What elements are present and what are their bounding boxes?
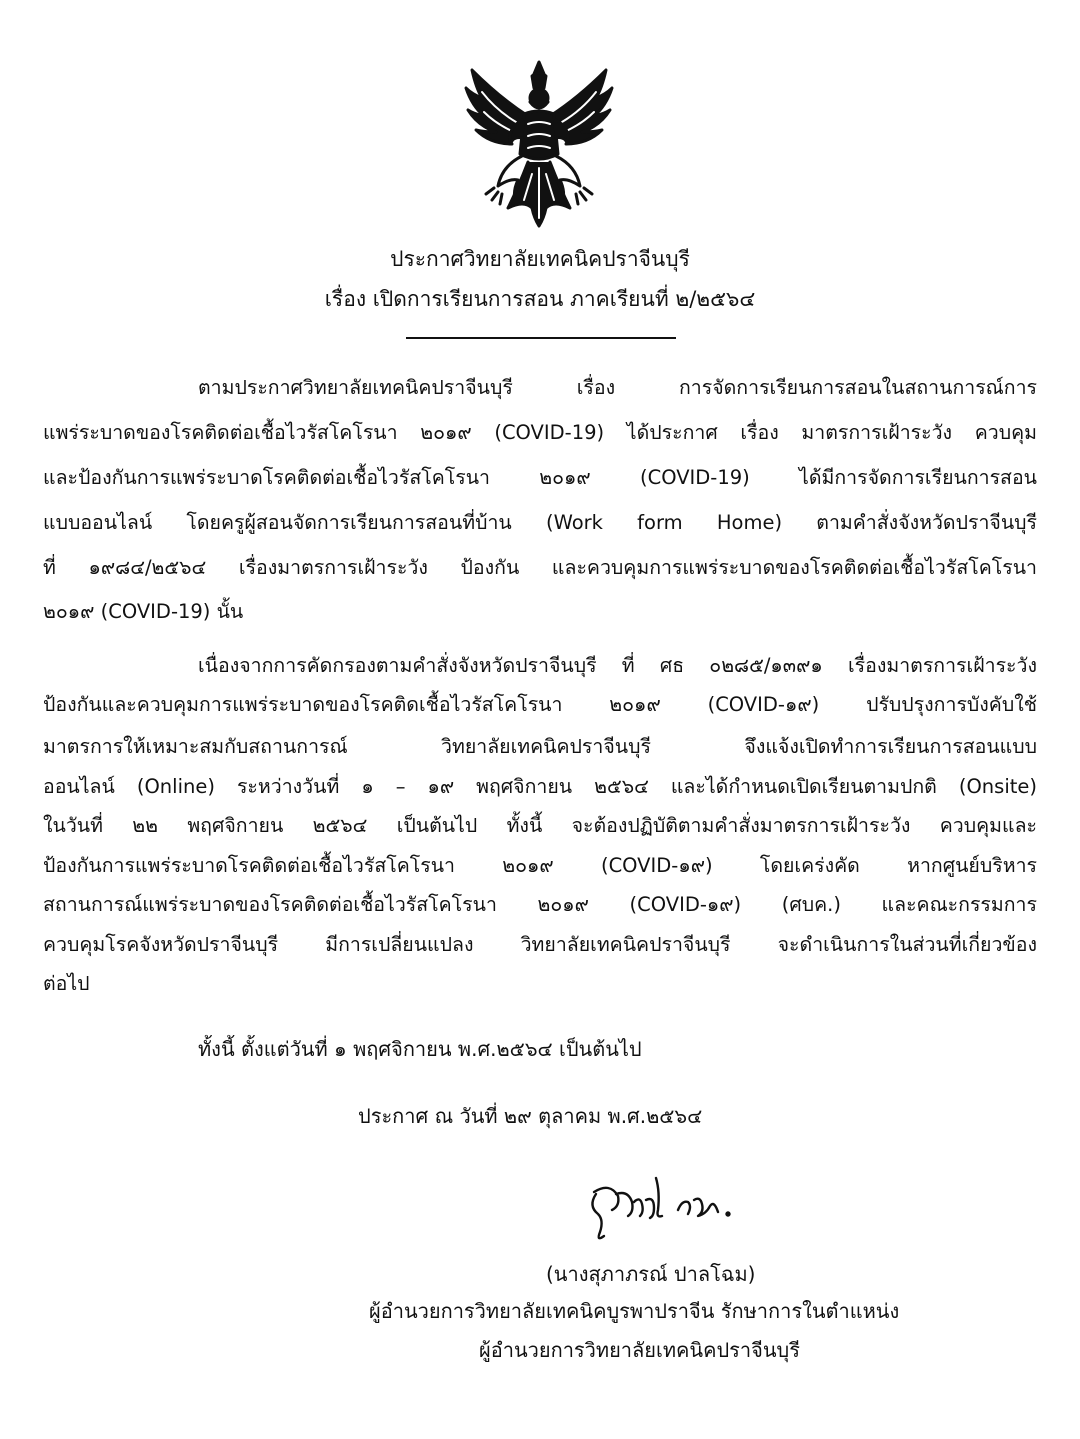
paragraph2-line: ออนไลน์ (Online) ระหว่างวันที่ ๑ – ๑๙ พฤศจิกายน ๒๕๖๔ และได้กำหนดเปิดเรียนตามปกติ (Onsite) <box>43 775 1037 798</box>
paragraph1-line: แพร่ระบาดของโรคติดต่อเชื้อไวรัสโคโรนา ๒๐๑๙ (COVID-19) ได้ประกาศ เรื่อง มาตรการเฝ้าระวัง ควบคุม <box>43 421 1037 444</box>
paragraph1-line: ตามประกาศวิทยาลัยเทคนิคปราจีนบุรี เรื่อง การจัดการเรียนการสอนในสถานการณ์การ <box>198 376 1037 399</box>
paragraph2-line: ต่อไป <box>43 972 90 995</box>
paragraph2-line: ควบคุมโรคจังหวัดปราจีนบุรี มีการเปลี่ยนแปลง วิทยาลัยเทคนิคปราจีนบุรี จะดำเนินการในส่วนที่เกี่ยวข้อง <box>43 933 1037 956</box>
announcement-title: ประกาศวิทยาลัยเทคนิคปราจีนบุรี <box>390 247 690 271</box>
paragraph2-line: ในวันที่ ๒๒ พฤศจิกายน ๒๕๖๔ เป็นต้นไป ทั้งนี้ จะต้องปฏิบัติตามคำสั่งมาตรการเฝ้าระวัง ควบคุมและ <box>43 814 1037 837</box>
garuda-emblem-icon <box>458 58 620 230</box>
handwritten-signature <box>582 1172 742 1244</box>
paragraph2-line: เนื่องจากการคัดกรองตามคำสั่งจังหวัดปราจีนบุรี ที่ ศธ ๐๒๘๕/๑๓๙๑ เรื่องมาตรการเฝ้าระวัง <box>198 654 1037 677</box>
title-underline <box>406 337 676 339</box>
paragraph1-line: แบบออนไลน์ โดยครูผู้สอนจัดการเรียนการสอนที่บ้าน (Work form Home) ตามคำสั่งจังหวัดปราจีนบุรี <box>43 511 1037 534</box>
paragraph2-line: มาตรการให้เหมาะสมกับสถานการณ์ วิทยาลัยเทคนิคปราจีนบุรี จึงแจ้งเปิดทำการเรียนการสอนแบบ <box>43 735 1037 758</box>
effective-date: ทั้งนี้ ตั้งแต่วันที่ ๑ พฤศจิกายน พ.ศ.๒๕๖๔ เป็นต้นไป <box>198 1037 642 1061</box>
signatory-position-1: ผู้อำนวยการวิทยาลัยเทคนิคบูรพาปราจีน รักษาการในตำแหน่ง <box>369 1299 900 1323</box>
paragraph2-line: ป้องกันและควบคุมการแพร่ระบาดของโรคติดเชื้อไวรัสโคโรนา ๒๐๑๙ (COVID-๑๙) ปรับปรุงการบังคับใช้ <box>43 693 1037 716</box>
signatory-name: (นางสุภาภรณ์ ปาลโฉม) <box>546 1262 756 1286</box>
paragraph2-line: ป้องกันการแพร่ระบาดโรคติดต่อเชื้อไวรัสโคโรนา ๒๐๑๙ (COVID-๑๙) โดยเคร่งคัด หากศูนย์บริหาร <box>43 854 1037 877</box>
paragraph1-line: ๒๐๑๙ (COVID-19) นั้น <box>43 600 244 623</box>
paragraph2-line: สถานการณ์แพร่ระบาดของโรคติดต่อเชื้อไวรัสโคโรนา ๒๐๑๙ (COVID-๑๙) (ศบค.) และคณะกรรมการ <box>43 893 1037 916</box>
signatory-position-2: ผู้อำนวยการวิทยาลัยเทคนิคปราจีนบุรี <box>479 1338 800 1362</box>
announcement-date: ประกาศ ณ วันที่ ๒๙ ตุลาคม พ.ศ.๒๕๖๔ <box>358 1104 703 1128</box>
paragraph1-line: ที่ ๑๙๘๔/๒๕๖๔ เรื่องมาตรการเฝ้าระวัง ป้องกัน และควบคุมการแพร่ระบาดของโรคติดต่อเชื้อไวรัสโคโรนา <box>43 556 1037 579</box>
announcement-subject: เรื่อง เปิดการเรียนการสอน ภาคเรียนที่ ๒/๒๕๖๔ <box>324 287 756 311</box>
paragraph1-line: และป้องกันการแพร่ระบาดโรคติดต่อเชื้อไวรัสโคโรนา ๒๐๑๙ (COVID-19) ได้มีการจัดการเรียนการสอน <box>43 466 1037 489</box>
